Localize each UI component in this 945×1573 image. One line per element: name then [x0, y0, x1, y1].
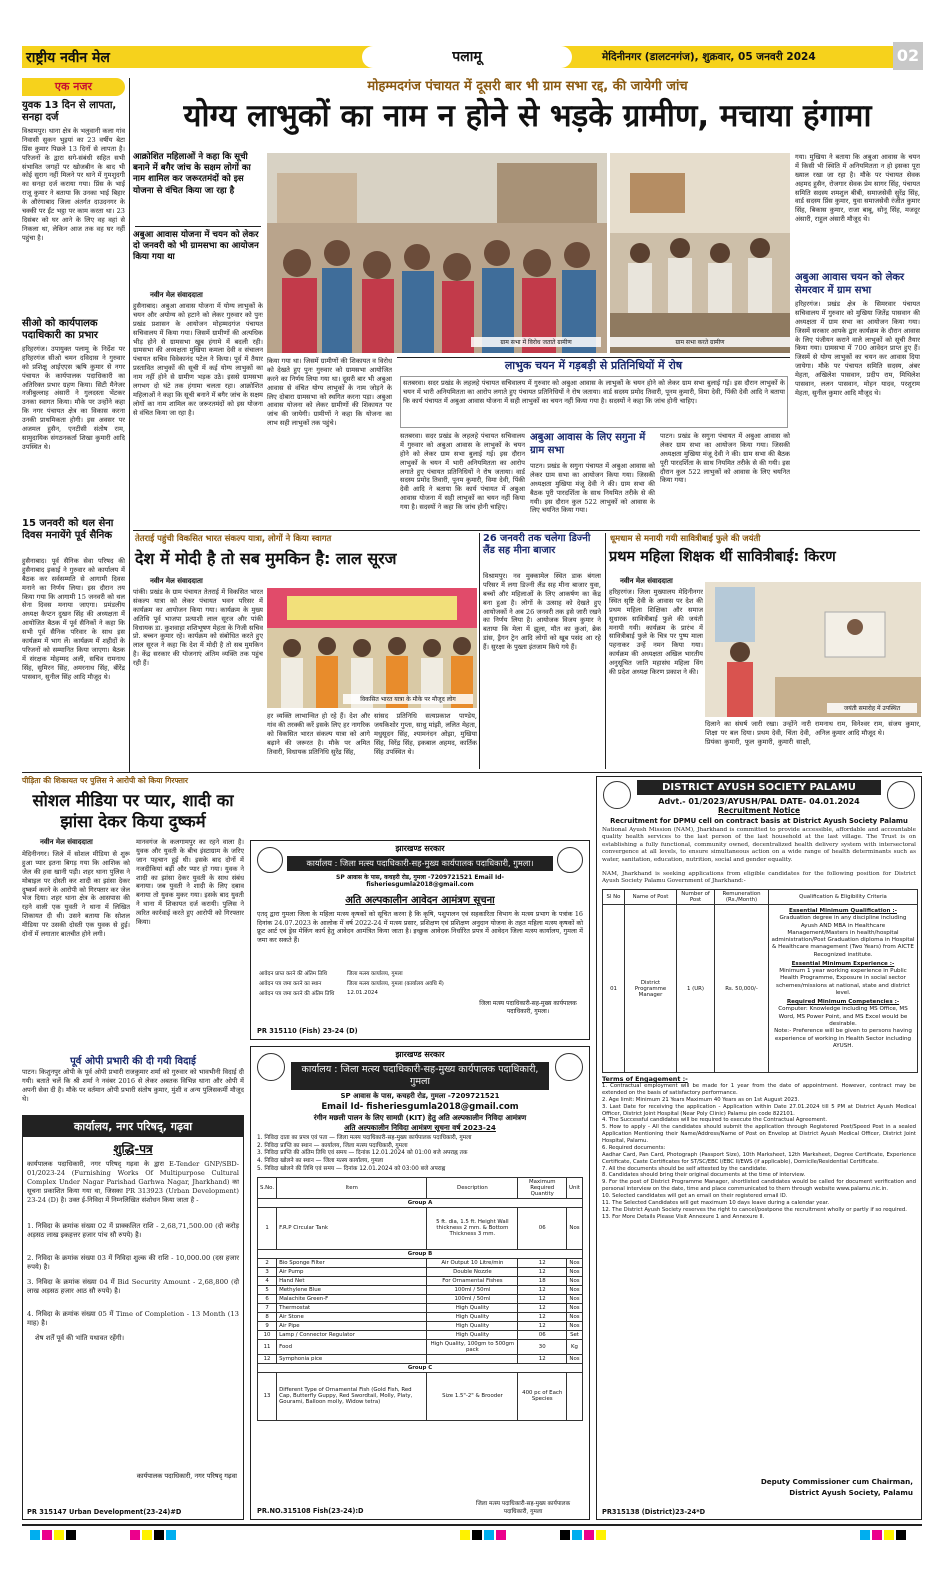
- kit-cell: 12: [518, 1285, 567, 1294]
- ayush-title: DISTRICT AYUSH SOCIETY PALAMU: [637, 780, 881, 795]
- kit-cell: Bio Sponge Filter: [277, 1258, 427, 1267]
- register-mark: [484, 1530, 494, 1540]
- register-mark: [572, 1530, 582, 1540]
- ayush-th-2: Name of Post: [625, 890, 677, 905]
- eknazar-title-2: सीओ को कार्यपालक पदाधिकारी का प्रभार: [22, 318, 98, 341]
- kit-cell: 30: [518, 1339, 567, 1354]
- sagunna-headline: अबुआ आवास के लिए सगुना में ग्राम सभा: [530, 432, 646, 456]
- register-mark: [496, 1530, 506, 1540]
- jharkhand-emblem-icon-4: [887, 781, 915, 809]
- tender2-line: 4. निविदा खोलने का स्थान — जिला मत्स्य कार्यालय, गुमला: [257, 1158, 384, 1165]
- kit-cell: 8: [258, 1312, 277, 1321]
- shuddhi-item-4: 4. निविदा के क्रमांक संख्या 05 में Time of Completion - 13 Month (13 माह) है।: [27, 1310, 239, 1328]
- ayush-term: 2. Age limit: Minimum 21 Years Maximum 40 Years as on 1st August 2023.: [602, 1096, 800, 1103]
- kit-cell: 1: [258, 1207, 277, 1249]
- ayush-term: Aadhar Card, Pan Card, Photograph (Passport Size), 10th Marksheet, 12th Marksheet, Degree Certificate, Experience Certificate, Caste Certificates for ST/SC/EBC I/EBC II/EWS (if applicable), Domicile/Residential Certificate.: [602, 1151, 916, 1165]
- t1-r1b: जिला मत्स्य कार्यालय, गुमला: [347, 971, 403, 977]
- kit-cell: Nos: [566, 1267, 582, 1276]
- tender2-govt: झारखण्ड सरकार: [395, 1050, 445, 1059]
- kit-cell: Nos: [566, 1207, 582, 1249]
- ayush-term: 9. For the post of District Programme Manager, shortlisted candidates would be called for document verification and personal interview on the date, time and place communicated to them through website www.palamu.nic.in.: [602, 1179, 916, 1193]
- ayush-term: 1. Contractual employment will be made for 1 year from the date of appointment. However, contract may be extended on the basis of satisfactory performance.: [602, 1083, 916, 1096]
- kit-th: Item: [277, 1177, 427, 1198]
- kit-cell: Nos: [566, 1312, 582, 1321]
- footer-rule: [22, 1524, 922, 1526]
- kit-row: [258, 1285, 583, 1294]
- ayush-term: 5. How to apply - All the candidates should submit the application through Registered Post/Speed Post in a sealed Application Mentioning their Name/Address/Name of Post on Envelop at District Ayush Medical Officer, District Joint Hospital, Palamu.: [602, 1124, 916, 1144]
- tender2-line: 2. निविदा प्राप्ति का स्थान — कार्यालय, जिला मत्स्य पदाधिकारी, गुमला: [257, 1142, 408, 1149]
- ayush-terms-title: Terms of Engagement :-: [602, 1075, 688, 1083]
- tender2-sign: जिला मत्स्य पदाधिकारी-सह-मुख्य कार्यपालक पदाधिकारी, गुमला: [475, 1501, 571, 1515]
- tender2-title2: अति अल्पकालीन निविदा आमंत्रण सूचना वर्ष 2023-24: [344, 1122, 496, 1132]
- vidai-body: पाटन। किशुनपुर ओपी के पूर्व ओपी प्रभारी राजकुमार शर्मा को गुरुवार को भावभीनी विदाई दी गयी। बताते चलें कि श्री शर्मा ने नवंबर 2016 से लेकर अबतक विभिन्न थाना और ओपी में अपनी सेवा दी है। मौके पर वर्तमान ओपी प्रभारी संतोष कुमार, मुंशी व अन्य पुलिसकर्मी मौजूद थे।: [22, 1068, 244, 1103]
- semarwar-body: हरिहरगंज। प्रखंड क्षेत्र के सिमरवार पंचायत सचिवालय में गुरुवार को मुखिया जितेंद्र पासवान की अध्यक्षता में ग्राम सभा का आयोजन किया गया। जिसमें सरकार आपके द्वार कार्यक्रम के दौरान आवास के लिए पंजीयन कराने वाले लाभुकों को सूची तैयार किया गया। ग्रामसभा में 700 आवेदन प्राप्त हुए हैं। जिसमें से योग्य लाभुकों का चयन कर आवास दिया जायेगा। मौके पर पंचायत समिति सदस्य, अंबर मेहता, अखिलेश पासवान, प्रदीप राम, मिथिलेश पासवान, ललन पासवान, मोहन यादव, परशुराम मेहता, सुनील कुमार आदि मौजूद थे।: [795, 300, 920, 397]
- crowd-photo: [267, 153, 607, 353]
- dateline: मेदिनीनगर (डालटनगंज), शुक्रवार, 05 जनवरी 2024: [602, 51, 816, 63]
- social-byline: नवीन मेल संवाददाता: [40, 838, 93, 846]
- kit-cell: Malachite Green-F: [277, 1294, 427, 1303]
- kit-cell: Air Pump: [277, 1267, 427, 1276]
- kit-cell: 400 pc of Each Species: [518, 1372, 567, 1420]
- kit-row: [258, 1294, 583, 1303]
- lead-kicker: मोहम्मदगंज पंचायत में दूसरी बार भी ग्राम सभा रद्द, की जायेगी जांच: [367, 79, 688, 94]
- kit-cell: Symphonia pice: [277, 1354, 427, 1363]
- tender1-title: अति अल्पकालीन आवेदन आमंत्रण सूचना: [345, 895, 495, 906]
- kit-row: [258, 1321, 583, 1330]
- eknazar-body-3: हुसैनाबाद। पूर्व सैनिक सेवा परिषद की हुसैनाबाद इकाई ने गुरुवार को कार्यालय में बैठक कर सर्वसम्मति से आगामी दिवस मनाने का निर्णय लिया। इस दौरान तय किया गया कि आगामी 15 जनवरी को थल सेना दिवस मनाया जाएगा। प्रमंडलीय अध्यक्ष कैप्टन दुखन सिंह की अध्यक्षता में आयोजित बैठक में पूर्व सैनिकों ने कहा कि सभी पूर्व सैनिक परिवार के साथ इस कार्यक्रम में भाग लें। कार्यक्रम में शहीदों के परिजनों को सम्मानित किया जाएगा। बैठक में संरक्षक मोहम्मद अली, सचिव रामनाथ सिंह, सुमिरन सिंह, अमरनाथ सिंह, बीरेंद्र पासवान, सुनील सिंह आदि मौजूद थे।: [22, 557, 125, 681]
- shuddhi-patra-ad: [22, 1115, 244, 1520]
- savitri-photo-caption: जयंती समारोह में उपस्थित: [827, 703, 917, 713]
- kit-cell: 5: [258, 1285, 277, 1294]
- ayush-qual-line: Computer: Knowledge including MS Office, MS Word, MS Power Point, and MS Excel would be desirable.: [778, 1006, 908, 1027]
- tender1-office: कार्यालय : जिला मत्स्य पदाधिकारी-सह-मुख्य कार्यपालक पदाधिकारी, गुमला।: [287, 856, 553, 871]
- kit-cell: 5 ft. dia, 1.5 ft. Height Wall thickness 2 mm. & Bottom Thickness 3 mm.: [427, 1207, 518, 1249]
- social-body-1: मेदिनीनगर। जिले में सोशल मीडिया से शुरू हुआ प्यार इतना बिगड़ गया कि आशिक को जेल की हवा खानी पड़ी। शहर थाना पुलिस ने मोबाइल पर दोस्ती कर शादी का झांसा देकर दुष्कर्म करने के आरोपी को गिरफ्तार कर जेल भेज दिया। शहर थाना क्षेत्र के आसपास की रहने वाली एक युवती ने थाना में लिखित शिकायत दी थी। उसने बताया कि सोशल मीडिया पर उसकी दोस्ती एक युवक से हुई। दोनों में लगातार बातचीत होने लगी।: [22, 850, 130, 939]
- shuddhi-pr: PR 315147 Urban Development(23-24)#D: [27, 1508, 182, 1516]
- kit-cell: 100ml / 50ml: [427, 1294, 518, 1303]
- kit-cell: 12: [518, 1294, 567, 1303]
- kit-row: [258, 1312, 583, 1321]
- kit-th: Unit: [566, 1177, 582, 1198]
- modi-body-1: पांकी। प्रखंड के ग्राम पंचायत तेतराई में विकसित भारत संकल्प यात्रा को लेकर पंचायत भवन परिसर में कार्यक्रम का आयोजन किया गया। कार्यक्रम के मुख्य अतिथि पूर्व भाजपा प्रत्याशी लाल सूरज और पांकी विधायक डा. कुशवाहा शशिभूषण मेहता के निजी सचिव प्रो. बच्चन कुमार रहे। कार्यक्रम को संबोधित करते हुए लाल सूरज ने कहा कि देश में मोदी है तो सब मुमकिन है। केंद्र सरकार की योजनाएं अंतिम व्यक्ति तक पहुंच रही हैं।: [133, 588, 263, 668]
- ayush-term: 4. The Successful candidates will be required to execute the Contractual Agreement.: [602, 1117, 828, 1124]
- lead-headline: योग्य लाभुकों का नाम न होने से भड़के ग्रामीण, मचाया हंगामा: [183, 98, 872, 134]
- ayush-th-4: Remuneration (Rs./Month): [715, 890, 769, 905]
- kit-cell: 12: [518, 1321, 567, 1330]
- ayush-term: 7. All the documents should be self attested by the candidate.: [602, 1165, 768, 1172]
- eknazar-body-2: हरिहरगंज। उपायुक्त पलामू के निर्देश पर हरिहरगंज सीओ चमन दविदास ने गुरुवार को प्रशिक्षु आईएएस ऋषि कुमार से नगर पंचायत के कार्यपालक पदाधिकारी का अतिरिक्त प्रभार ग्रहण किया। सिटी मैनेजर नजीबुल्लाह अंसारी ने गुलदस्ता भेंटकर उनका स्वागत किया। मौके पर उन्होंने कहा कि नगर पंचायत क्षेत्र का विकास करना उनकी प्राथमिकता होगी। इस अवसर पर अजमल हुसैन, एनटीसी संतोष राम, सामुदायिक संगठनकर्ता शिखा कुमारी आदि उपस्थित थे।: [22, 345, 125, 451]
- roh-headline: लाभुक चयन में गड़बड़ी से प्रतिनिधियों में रोष: [504, 359, 683, 372]
- kit-cell: Nos: [566, 1258, 582, 1267]
- kit-cell: 11: [258, 1339, 277, 1354]
- kit-cell: 9: [258, 1321, 277, 1330]
- ayush-advt: Advt.- 01/2023/AYUSH/PAL DATE- 04.01.2024: [658, 797, 860, 806]
- sagunna-body: पाटन। प्रखंड के सगुना पंचायत में अबुआ आवास को लेकर ग्राम सभा का आयोजन किया गया। जिसकी अध्यक्षता मुखिया मंजू देवी ने की। ग्राम सभा की बैठक पूरी पारदर्शिता के साथ नियमित तरीके से की गयी। इस दौरान कुल 522 लाभुकों को आवास के लिए चयनित किया गया।: [530, 462, 655, 515]
- register-mark: [460, 1530, 470, 1540]
- kit-th: S.No.: [258, 1177, 277, 1198]
- register-mark: [154, 1530, 164, 1540]
- savitri-headline: प्रथम महिला शिक्षक थीं सावित्रीबाई: किरण: [609, 549, 836, 565]
- kit-cell: Different Type of Ornamental Fish (Gold Fish, Red Cap, Butterfly Guppy, Red Swordtail, Molly, Platy, Gourami, Balloon molly, Widow tetra): [277, 1372, 427, 1420]
- tender2-title1: रंगीन मछली पालन के लिए सामग्री (KIT) हेतु अति अल्पकालीन निविदा आमंत्रण: [313, 1112, 527, 1122]
- kit-cell: Nos: [566, 1321, 582, 1330]
- kit-row: [258, 1354, 583, 1363]
- savitri-kicker: धूमधाम से मनायी गयी सावित्रीबाई फुले की जयंती: [610, 533, 761, 543]
- kit-cell: Double Nozzle: [427, 1267, 518, 1276]
- sagunna-body-cont: पाटन। प्रखंड के सगुना पंचायत में अबुआ आवास को लेकर ग्राम सभा का आयोजन किया गया। जिसकी अध्यक्षता मुखिया मंजू देवी ने की। ग्राम सभा की बैठक पूरी पारदर्शिता के साथ नियमित तरीके से की गयी। इस दौरान कुल 522 लाभुकों को आवास के लिए चयनित किया गया।: [660, 432, 790, 485]
- kit-cell: Nos: [566, 1285, 582, 1294]
- row-rule-1: [133, 530, 920, 531]
- lead-photo-2: [610, 153, 790, 353]
- ek-nazar-label: एक नजर: [22, 78, 125, 96]
- ayush-post: District Programme Manager: [625, 905, 677, 1073]
- kit-cell: 12: [518, 1303, 567, 1312]
- modi-byline: नवीन मेल संवाददाता: [150, 577, 203, 585]
- kit-cell: Lamp / Connector Regulator: [277, 1330, 427, 1339]
- savitri-photo: [705, 582, 921, 717]
- kit-group: Group A: [258, 1198, 583, 1207]
- eknazar-title-3: 15 जनवरी को थल सेना दिवस मनायेंगे पूर्व सैनिक: [22, 518, 114, 541]
- kit-th: Maximum Required Quantity: [518, 1177, 567, 1198]
- page-number: 02: [893, 42, 923, 70]
- masthead: [22, 46, 923, 68]
- register-mark: [896, 1530, 906, 1540]
- register-mark: [860, 1530, 870, 1540]
- lead-body-1: हुसैनाबाद। अबुआ आवास योजना में योग्य लाभुकों के चयन और अयोग्य को हटाने को लेकर गुरुवार को पुनः प्रखंड प्रशासन के आयोजन मोहम्मदगंज पंचायत सचिवालय में किया गया। जिसमें ग्रामीणों की अत्यधिक भीड़ होने से ग्रामसभा खूब हंगामे में बदली रही। ग्रामसभा की अध्यक्षता मुखिया कमला देवी व संचालन पंचायत सचिव विवेकानंद पटेल ने किया। पूर्व में तैयार प्रस्तावित लाभुकों की सूची में कई योग्य लाभुकों का नाम नहीं होने से ग्रामीण भड़क उठे। इससे ग्रामसभा लगभग दो घंटे तक हंगामा चलता रहा। आक्रोशित महिलाओं ने कहा कि सूची बनाने में बगैर जांच के सक्षम लोगों का नाम शामिल कर जरूरतमंदों को इस योजना से वंचित किया जा रहा है।: [133, 302, 263, 417]
- register-mark: [30, 1530, 40, 1540]
- eknazar-title-1: युवक 13 दिन से लापता, सनहा दर्ज: [22, 100, 117, 123]
- paper-name: राष्ट्रीय नवीन मेल: [26, 50, 110, 66]
- jharkhand-emblem-icon-3: [555, 1053, 583, 1081]
- shuddhi-item-2: 2. निविदा के क्रमांक संख्या 03 में निविदा शुल्क की राशि - 10,000.00 (दस हजार रुपये) है।: [27, 1254, 239, 1272]
- right-top-body: गया। मुखिया ने बताया कि अबुआ आवास के चयन में किसी भी स्थिति में अनियमितता न हो इसका पूरा ख्याल रखा जा रहा है। मौके पर पंचायत सेवक अहमद हुसैन, रोजगार सेवक प्रेम सागर सिंह, पंचायत समिति सदस्य शमशुल बीबी, समाजसेवी सुरेंद्र सिंह, वार्ड सदस्य प्रिंस कुमार, युवा समाजसेवी रंजीत कुमार सिंह, बिकास कुमार, राजा बाबू, सोनू सिंह, मजदूर अंसारी, राहुल अंसारी मौजूद थे।: [795, 153, 920, 224]
- kit-row: [258, 1207, 583, 1249]
- kit-cell: 12: [258, 1354, 277, 1363]
- ayush-qual-line: Graduation degree in any discipline including Ayush AND MBA in Healthcare Management/Masters in health/hospital administration/Post Graduation diploma in Hospital & Healthcare management (Two Years) from AICTE Recognized institute.: [771, 915, 915, 958]
- kit-row: [258, 1330, 583, 1339]
- shuddhi-tail: शेष शर्तें पूर्व की भांति यथावत रहेंगी।: [35, 1334, 125, 1342]
- kit-group: Group C: [258, 1363, 583, 1372]
- ayush-intro: National Ayush Mission (NAM), Jharkhand is committed to provide accessible, affordable and accountable quality health services to the last person of the last household at the last village. The Trust is on establishing a fully functional, community owned, decentralized health delivery system with intersectoral convergence at all levels, to ensure simultaneous action on a wide range of health determinants such as water, sanitation, education, nutrition, social and gender equality.: [602, 827, 916, 863]
- ayush-pay: Rs. 50,000/-: [715, 905, 769, 1073]
- lead-byline: नवीन मेल संवाददाता: [150, 291, 203, 299]
- jharkhand-emblem-icon-right: [557, 847, 583, 873]
- lead-photo-2-caption: ग्राम सभा करते ग्रामीण: [610, 337, 790, 347]
- register-mark: [884, 1530, 894, 1540]
- kit-cell: 12: [518, 1258, 567, 1267]
- kit-cell: [427, 1354, 518, 1363]
- jharkhand-emblem-icon: [257, 847, 283, 873]
- ayush-recruitment-ad: [596, 776, 922, 1520]
- ayush-qualification: [769, 905, 918, 1073]
- kit-cell: Nos: [566, 1294, 582, 1303]
- ayush-qual-line: Essential Minimum Qualification :-: [789, 908, 897, 914]
- kit-cell: High Quality, 100gm to 500gm pack: [427, 1339, 518, 1354]
- kit-cell: 13: [258, 1372, 277, 1420]
- ayush-th-3: Number of Post: [677, 890, 715, 905]
- kit-cell: High Quality: [427, 1330, 518, 1339]
- fisheries-notice: [250, 840, 590, 1040]
- lead-photo-1: [267, 153, 607, 353]
- social-kicker: पीड़िता की शिकायत पर पुलिस ने आरोपी को किया गिरफ्तार: [22, 776, 188, 785]
- tender1-govt: झारखण्ड सरकार: [395, 844, 445, 853]
- modi-body-2: हर व्यक्ति लाभान्वित हो रहे हैं। देश और गांव की तरक्की करें इसके लिए हर नागरिक को विकसित भारत संकल्प यात्रा को आगे बढ़ाने की जरूरत है। मौके पर अमित तिवारी, विधायक प्रतिनिधि सुरेंद्र सिंह,: [267, 712, 370, 756]
- ayush-term: 3. Last Date for receiving the application - Application within Date 27.01.2024 till 5 PM at District Ayush Medical Officer, District Joint Hospital (Near Poly Clinic) Palamu pin code 822101.: [602, 1103, 916, 1117]
- ayush-sign-2: District Ayush Society, Palamu: [789, 1488, 913, 1497]
- ayush-sl: 01: [603, 905, 625, 1073]
- tender2-line: 1. निविदा दाता का प्रपत्र एवं पता — जिला मत्स्य पदाधिकारी-सह-मुख्य कार्यपालक पदाधिकारी, गुमला: [257, 1134, 472, 1141]
- ayush-term: 10. Selected candidates will get an email on their registered email ID.: [602, 1193, 788, 1199]
- deck-divider: [135, 226, 261, 227]
- kit-cell: 4: [258, 1276, 277, 1285]
- kit-cell: 6: [258, 1294, 277, 1303]
- modi-photo-caption: विकसित भारत यात्रा के मौके पर मौजूद लोग: [343, 694, 473, 704]
- tender2-office: कार्यालय : जिला मत्स्य पदाधिकारी-सह-मुख्य कार्यपालक पदाधिकारी, गुमला: [291, 1062, 549, 1090]
- ayush-th-1: Sl No: [603, 890, 625, 905]
- t1-r2a: आवेदन पत्र जमा करने का स्थान: [259, 981, 322, 987]
- ayush-term: 11. The Selected Candidates will get maximum 10 days leave during a calendar year.: [602, 1199, 830, 1206]
- register-mark: [596, 1530, 606, 1540]
- kit-row: [258, 1339, 583, 1354]
- kit-cell: Nos: [566, 1303, 582, 1312]
- kit-cell: Thermostat: [277, 1303, 427, 1312]
- kit-cell: Set: [566, 1330, 582, 1339]
- ayush-qual-line: Note:- Preference will be given to persons having experience of working in Health Sector including AYUSH.: [774, 1028, 912, 1049]
- kit-cell: F.R.P Circular Tank: [277, 1207, 427, 1249]
- roh-body-cont: सतबरवा। सदर प्रखंड के लहलहे पंचायत सचिवालय में गुरुवार को अबुआ आवास के लाभुकों के चयन होने को लेकर ग्राम सभा बुलाई गई। इस दौरान लाभुकों के चयन में भारी अनियमितता का आरोप लगाते हुए पंचायत प्रतिनिधियों ने रोष जताया। वार्ड सदस्य प्रमोद तिवारी, पूनम कुमारी, विमा देवी, पिंकी देवी आदि ने बताया कि कार्य पंचायत में अबुआ आवास योजना में सही लाभुकों का चयन नहीं किया गया है। सदस्यों ने कहा कि जांच होनी चाहिए।: [400, 432, 525, 512]
- register-mark: [560, 1530, 570, 1540]
- row-rule-2: [22, 772, 922, 773]
- register-mark: [66, 1530, 76, 1540]
- kit-group: Group B: [258, 1249, 583, 1258]
- modi-headline: देश में मोदी है तो सब मुमकिन है: लाल सूरज: [135, 549, 397, 568]
- t1-r1a: आवेदन प्राप्त करने की अंतिम तिथि: [259, 971, 328, 977]
- kit-cell: 2: [258, 1258, 277, 1267]
- savitri-body-2: दिलाने का संघर्ष जारी रखा। उन्होंने नारी शिक्षा पर बल दिया। प्रथम देवी, चिंता देवी, प्रियंका कुमारी, फूल कुमारी, कुमारी साक्षी, रामनाथ राम, विनेश्वर राम, संजय कुमार, अनिल कुमार आदि मौजूद थे।: [705, 720, 921, 746]
- kit-cell: 7: [258, 1303, 277, 1312]
- ayush-th-5: Qualification & Eligibility Criteria: [769, 890, 918, 905]
- kit-cell: Methylene Blue: [277, 1285, 427, 1294]
- social-body-2: मानवगंज के कलगामपुर का रहने वाला है। युवक और युवती के बीच इंस्टाग्राम के जरिए जान पहचान हुई थी। इसके बाद दोनों में नजदीकियां बढ़ीं और प्यार हो गया। युवक ने शादी का झांसा देकर युवती के साथ संबंध बनाया। जब युवती ने शादी के लिए दबाव बनाया तो युवक मुकर गया। इसके बाद युवती ने थाना में शिकायत दर्ज करायी। पुलिस ने त्वरित कार्रवाई करते हुए आरोपी को गिरफ्तार किया।: [136, 838, 244, 927]
- tender2-address: SP आवास के पास, कचहरी रोड, गुमला -7209721521: [340, 1091, 500, 1100]
- kit-cell: Air Stone: [277, 1312, 427, 1321]
- ayush-sign-1: Deputy Commissioner cum Chairman,: [760, 1477, 913, 1486]
- fish-kit-tender: [250, 1046, 590, 1520]
- shuddhi-sign: कार्यपालक पदाधिकारी, नगर परिषद् गढ़वा: [136, 1472, 237, 1480]
- kit-row: [258, 1372, 583, 1420]
- roh-body: सतबरवा। सदर प्रखंड के लहलहे पंचायत सचिवालय में गुरुवार को अबुआ आवास के लाभुकों के चयन होने को लेकर ग्राम सभा बुलाई गई। इस दौरान लाभुकों के चयन में भारी अनियमितता का आरोप लगाते हुए पंचायत प्रतिनिधियों ने रोष जताया। वार्ड सदस्य प्रमोद तिवारी, पूनम कुमारी, विमा देवी, पिंकी देवी आदि ने बताया कि कार्य पंचायत में अबुआ आवास योजना में सही लाभुकों का चयन नहीं किया गया है। सदस्यों ने कहा कि जांच होनी चाहिए।: [400, 376, 788, 428]
- tender2-pr: PR.NO.315108 Fish(23-24):D: [257, 1507, 364, 1515]
- jayanti-photo: [705, 582, 921, 717]
- ayush-sub: Recruitment for DPMU cell on contract basis at District Ayush Society Palamu: [610, 817, 908, 825]
- kit-cell: 06: [518, 1330, 567, 1339]
- section-tab: [362, 46, 572, 68]
- meeting-photo: [610, 153, 790, 353]
- lead-photo-1-caption: ग्राम सभा में विरोध जताते ग्रामीण: [471, 337, 601, 347]
- register-mark: [872, 1530, 882, 1540]
- kit-cell: 10: [258, 1330, 277, 1339]
- kit-row: [258, 1258, 583, 1267]
- tender2-email: Email Id- fisheriesgumla2018@gmail.com: [321, 1101, 519, 1112]
- tender1-dates: [257, 968, 457, 998]
- ayush-qual-line: Essential Minimum Experience :-: [791, 960, 895, 967]
- jharkhand-emblem-icon-2: [257, 1053, 285, 1081]
- yatra-photo: [267, 588, 477, 708]
- ayush-post-table: [602, 889, 918, 1073]
- vidai-headline: पूर्व ओपी प्रभारी की दी गयी विदाई: [70, 1056, 196, 1067]
- kit-cell: Food: [277, 1339, 427, 1354]
- kit-cell: High Quality: [427, 1303, 518, 1312]
- modi-body-3: सांसद प्रतिनिधि सत्यप्रकाश पाण्डेय, जयकिशोर गुप्ता, साधु मांझी, ललित मेहता, मधुसूदन सिंह, श्यामनंदन ओझा, मुखिया सिंह, विरेंद्र सिंह, इकबाल अहमद, कार्तिक सिंह उपस्थित थे।: [374, 712, 477, 756]
- register-mark: [42, 1530, 52, 1540]
- lead-deck-1: आक्रोशित महिलाओं ने कहा कि सूची बनाने में बगैर जांच के सक्षम लोगों का नाम शामिल कर जरूरतमंदों को इस योजना से वंचित किया जा रहा है: [133, 152, 251, 196]
- ayush-terms: [597, 1083, 921, 1221]
- kit-cell: 06: [518, 1207, 567, 1249]
- shuddhi-title: शुद्धि-पत्र: [113, 1142, 153, 1156]
- modi-photo: [267, 588, 477, 708]
- kit-cell: Hand Net: [277, 1276, 427, 1285]
- kit-cell: Air Output 10 Litre/min: [427, 1258, 518, 1267]
- shuddhi-item-3: 3. निविदा के क्रमांक संख्या 04 में Bid Security Amount - 2,68,800 (दो लाख अड़सठ हजार आठ सौ रुपये) है।: [27, 1278, 239, 1296]
- tender2-lines: [251, 1135, 589, 1174]
- tender1-body: एतद् द्वारा गुमला जिला के महिला मत्स्य कृषकों को सूचित करना है कि कृषि, पशुपालन एवं सहकारिता विभाग के मत्स्य प्रभाग के पत्रांक 16 दिनांक 24.07.2023 के आलोक में वर्ष 2022-24 में मत्स्य प्रसार, प्रशिक्षण एवं प्रशिक्षण अनुदान योजना के तहत महिला मत्स्य कृषकों को फ्रूट आर्ट एवं ड्रेस मेकिंग कार्य हेतु आवेदन आमंत्रित किया जाता है। इच्छुक आवेदक निर्धारित प्रपत्र में आवेदन जिला मत्स्य कार्यालय, गुमला में जमा कर सकते हैं।: [257, 910, 583, 944]
- col-divider-2: [479, 533, 480, 769]
- kit-cell: Kg: [566, 1339, 582, 1354]
- ayush-count: 1 (UR): [677, 905, 715, 1073]
- register-mark: [166, 1530, 176, 1540]
- register-mark: [584, 1530, 594, 1540]
- kit-cell: 12: [518, 1312, 567, 1321]
- kit-row: [258, 1276, 583, 1285]
- tender1-address: SP आवास के पास, कचहरी रोड, गुमला -7209721521 Email Id- fisheriesgumla2018@gmail.com: [336, 874, 504, 888]
- kit-th: Description: [427, 1177, 518, 1198]
- ayush-qual-line: Minimum 1 year working experience in Public Health Programme, Exposure in social sector schemes/missions at national, state and district level.: [776, 968, 910, 996]
- register-mark: [130, 1530, 140, 1540]
- kit-cell: 12: [518, 1267, 567, 1276]
- eknazar-body-1: विश्रामपुर। थाना क्षेत्र के भलुवानी कला गांव निवासी सुकन भुइयां का 23 वर्षीय बेटा प्रिंस कुमार पिछले 13 दिनों से लापता है। परिजनों के द्वारा सगे-संबंधी सहित सभी संभावित जगहों पर खोजबीन के बाद भी कोई सुराग नहीं मिलने पर थाने में गुमशुदगी का सनहा दर्ज कराया गया। प्रिंस के भाई राजू कुमार ने बताया कि उनका भाई बिहार के औरंगाबाद जिला अंतर्गत दाउदनगर के चक्की पर ईंट भट्ठा पर काम करता था। 23 दिसंबर को घर आने के लिए वह वहां से निकला था, लेकिन आज तक वह घर नहीं पहुंचा है।: [22, 127, 125, 242]
- register-mark: [142, 1530, 152, 1540]
- ayush-term: 12. The District Ayush Society reserves the right to cancel/postpone the recruitment wholly or partly if so required.: [602, 1206, 907, 1213]
- t1-r2b: जिला मत्स्य कार्यालय, गुमला (कार्यालय अवधि में): [347, 981, 444, 987]
- kit-row: [258, 1267, 583, 1276]
- tender2-line: 3. निविदा प्राप्ति की अंतिम तिथि एवं समय — दिनांक 12.01.2024 को 01:00 बजे अपराह्न तक: [257, 1150, 468, 1157]
- col-divider: [129, 78, 130, 772]
- t1-r3b: 12.01.2024: [347, 990, 378, 996]
- semarwar-headline: अबुआ आवास चयन को लेकर सेमरवार में ग्राम सभा: [795, 272, 905, 296]
- ayush-term: 13. For More Details Please Visit Annexure 1 and Annexure II.: [602, 1213, 765, 1220]
- shuddhi-item-1: 1. निविदा के क्रमांक संख्या 02 में प्राक्कलित राशि - 2,68,71,500.00 (दो करोड़ अड़सठ लाख इकहत्तर हजार पांच सौ रुपये) है।: [27, 1222, 239, 1240]
- kit-cell: [566, 1372, 582, 1420]
- kit-cell: High Quality: [427, 1312, 518, 1321]
- ayush-logo-icon: [603, 781, 631, 809]
- col-divider-3: [605, 533, 606, 769]
- ayush-pr: PR315138 (District)23-24*D: [602, 1508, 706, 1516]
- kit-cell: 18: [518, 1276, 567, 1285]
- kit-cell: Nos: [566, 1276, 582, 1285]
- kit-cell: For Ornamental Fishes: [427, 1276, 518, 1285]
- ayush-term: 8. Candidates should bring their original documents at the time of interview.: [602, 1172, 806, 1179]
- dijni-body: विश्रामपुर। नव मुक्कामेल स्थित डाक बंगला परिसर में लगा डिज्नी लैंड सह मीना बाजार युवा, बच्चों और महिलाओं के लिए आकर्षण का केंद्र बना हुआ है। लोगों के उत्साह को देखते हुए आयोजकों ने अब 26 जनवरी तक इसे जारी रखने का निर्णय लिया है। आयोजक विजय कुमार ने बताया कि मेला में झूला, मौत का कुआं, ब्रेक डांस, ड्रैगन ट्रेन आदि लोगों को खूब पसंद आ रहे हैं। सुरक्षा के पुख्ता इंतजाम किये गये हैं।: [483, 572, 601, 652]
- tender2-line: 5. निविदा खोलने की तिथि एवं समय — दिनांक 12.01.2024 को 03:00 बजे अपराह्न: [257, 1166, 446, 1172]
- ayush-intro-2: NAM, Jharkhand is seeking applications from eligible candidates for the following position for District Ayush Society Palamu Government of Jharkhand:-: [602, 871, 916, 885]
- tender1-pr: PR 315110 (Fish) 23-24 (D): [257, 1027, 358, 1035]
- social-headline: सोशल मीडिया पर प्यार, शादी का झांसा देकर किया दुष्कर्म: [32, 791, 234, 832]
- kit-cell: 12: [518, 1354, 567, 1363]
- tender1-sign: जिला मत्स्य पदाधिकारी-सह-मुख्य कार्यपालक पदाधिकारी, गुमला।: [479, 1000, 577, 1015]
- ayush-notice: Recruitment Notice: [717, 806, 801, 815]
- shuddhi-office: कार्यालय, नगर परिषद्, गढ़वा: [23, 1116, 243, 1137]
- ayush-term: 6. Required documents:: [602, 1144, 666, 1151]
- lead-body-2: किया गया था। जिसमें ग्रामीणों की शिकायत व विरोध को देखते हुए पुनः गुरुवार को ग्रामसभा आयोजित करने का निर्णय लिया गया था। दूसरी बार भी अबुआ आवास से वंचित योग्य लाभुकों के नाम जोड़ने के लिए दोबारा ग्रामसभा को स्थगित करना पड़ा। अबुआ आवास योजना को लेकर ग्रामीणों की शिकायत पर जांच की जायेगी। ग्रामीणों ने कहा कि योजना का लाभ सही लाभुकों तक पहुंचे।: [267, 357, 392, 428]
- kit-cell: 3: [258, 1267, 277, 1276]
- tender2-kit-table: [257, 1177, 583, 1421]
- dijni-headline: 26 जनवरी तक चलेगा डिज्नी लैंड सह मीना बाजार: [483, 533, 591, 557]
- modi-kicker: तेतराई पहुंची विकसित भारत संकल्प यात्रा, लोगों ने किया स्वागत: [135, 533, 332, 543]
- savitri-byline: नवीन मेल संवाददाता: [620, 577, 673, 585]
- shuddhi-body: कार्यपालक पदाधिकारी, नगर परिषद् गढ़वा के द्वारा E-Tender GNP/SBD-01/2023-24 (Furnishing Works Of Multipurpose Cultural Complex Under Nagar Parishad Garhwa Nagar, Jharkhand) का सूचना प्रकाशित किया गया था, जिसका PR 313923 (Urban Development) 23-24 (D) है। उक्त ई-निविदा में निम्नलिखित संशोधन किया जाता है -: [27, 1160, 239, 1204]
- register-mark: [54, 1530, 64, 1540]
- register-mark: [472, 1530, 482, 1540]
- kit-row: [258, 1303, 583, 1312]
- kit-cell: Air Pipe: [277, 1321, 427, 1330]
- kit-cell: Size 1.5"-2" & Brooder: [427, 1372, 518, 1420]
- kit-cell: 100ml / 50ml: [427, 1285, 518, 1294]
- section-name: पलामू: [452, 49, 482, 65]
- lead-deck-2: अबुआ आवास योजना में चयन को लेकर दो जनवरी को भी ग्रामसभा का आयोजन किया गया था: [133, 230, 259, 263]
- ayush-qual-line: Required Minimum Competencies :-: [786, 999, 900, 1006]
- t1-r3a: आवेदन पत्र जमा करने की अंतिम तिथि: [259, 991, 335, 997]
- savitri-body-1: हरिहरगंज। जिला मुख्यालय मेदिनीनगर स्थित सृष्टि देवी के आवास पर देश की प्रथम महिला शिक्षिका और समाज सुधारक सावित्रीबाई फुले की जयंती मनायी गयी। कार्यक्रम के प्रारंभ में सावित्रीबाई फुले के चित्र पर पुष्प माला पहनाकर उन्हें नमन किया गया। कार्यक्रम की अध्यक्षता अखिल भारतीय अनुसूचित जाति महासंघ महिला विंग की प्रदेश अध्यक्ष किरण प्रकाश ने की।: [609, 588, 703, 677]
- kit-cell: Nos: [566, 1354, 582, 1363]
- kit-cell: High Quality: [427, 1321, 518, 1330]
